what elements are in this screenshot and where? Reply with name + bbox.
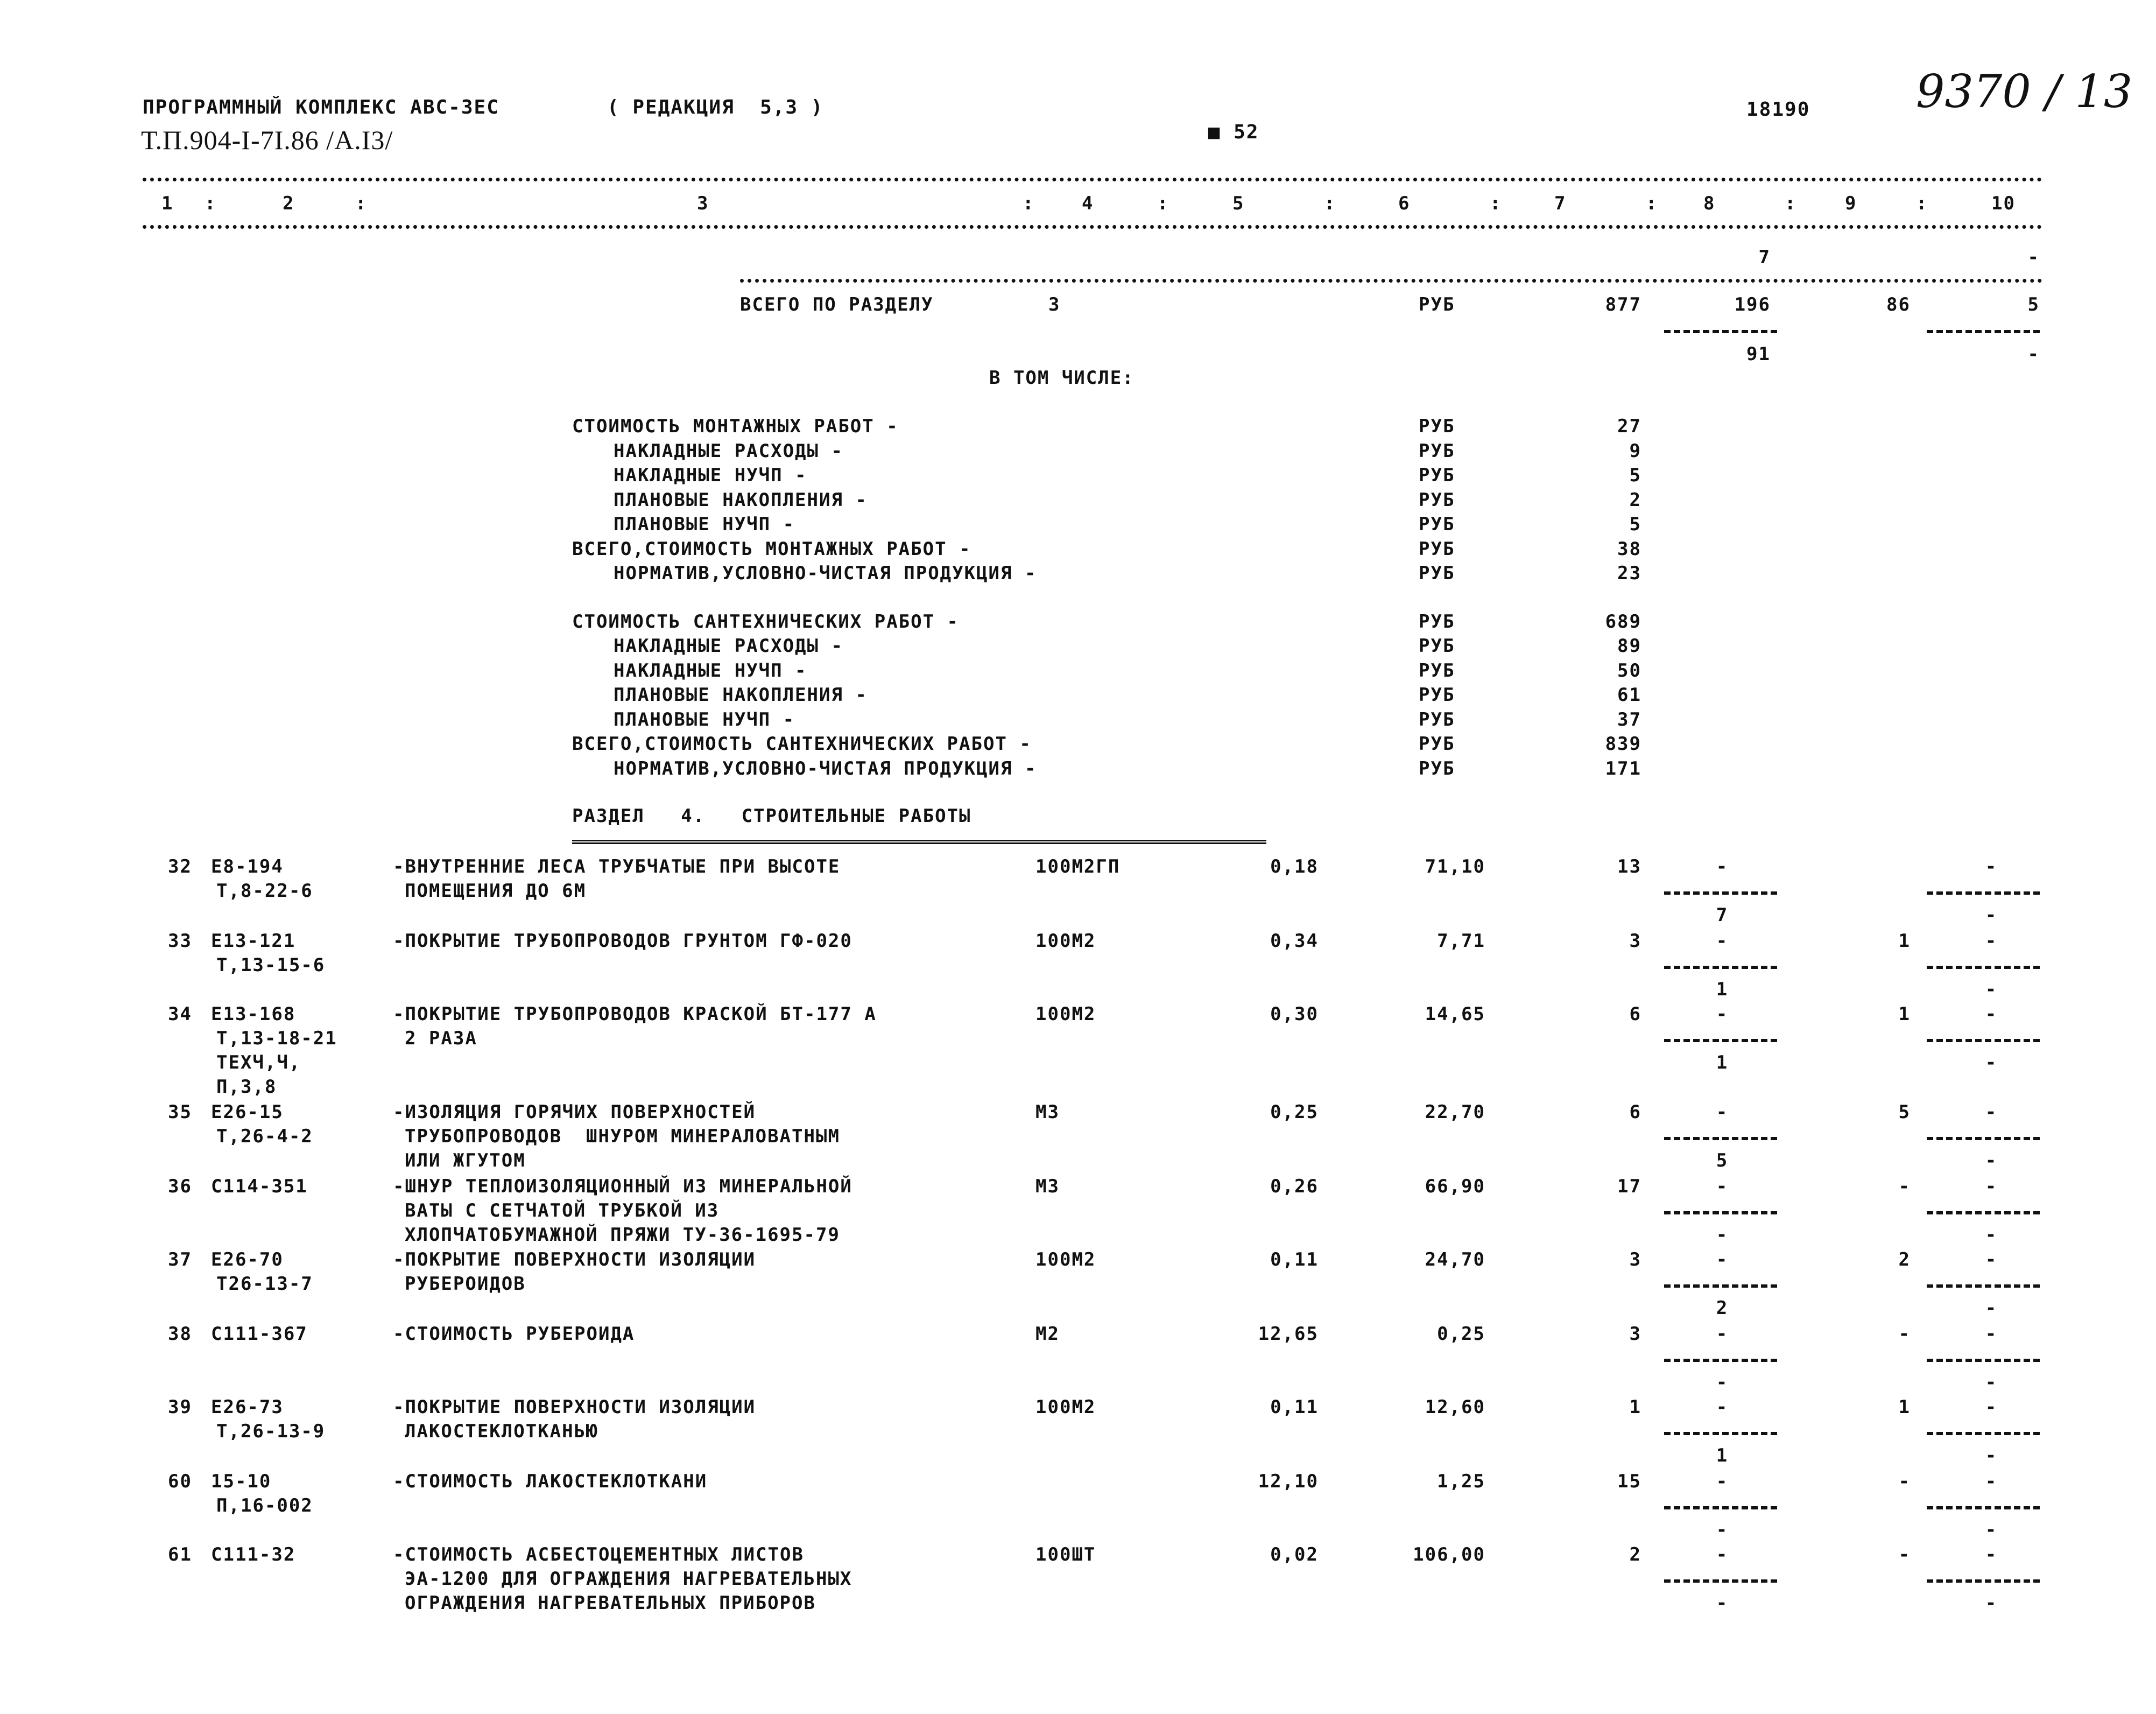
column-number: 5 xyxy=(1232,193,1245,214)
item-quantity: 0,02 xyxy=(1270,1544,1319,1565)
total-col8-divider xyxy=(1664,330,1777,333)
item-code: Т,26-13-9 xyxy=(216,1421,326,1442)
summary-label: НАКЛАДНЫЕ РАСХОДЫ - xyxy=(614,440,843,462)
item-description: -ПОКРЫТИЕ ПОВЕРХНОСТИ ИЗОЛЯЦИИ xyxy=(393,1396,756,1418)
item-col8-bottom: 1 xyxy=(1716,1445,1729,1466)
item-col8-bottom: - xyxy=(1716,1224,1729,1246)
summary-label: НОРМАТИВ,УСЛОВНО-ЧИСТАЯ ПРОДУКЦИЯ - xyxy=(614,563,1037,584)
item-description: ВАТЫ С СЕТЧАТОЙ ТРУБКОЙ ИЗ xyxy=(405,1200,720,1221)
item-code: С111-32 xyxy=(211,1544,296,1565)
item-col8-divider xyxy=(1664,1432,1777,1435)
item-col7: 6 xyxy=(1629,1003,1641,1025)
item-col10-top: - xyxy=(1985,1176,1998,1197)
item-col9: - xyxy=(1898,1544,1911,1565)
item-col8-top: - xyxy=(1716,1101,1729,1123)
column-separator: : xyxy=(1490,193,1502,214)
column-separator: : xyxy=(205,193,217,214)
summary-value: 38 xyxy=(1617,538,1641,560)
total-col10-divider xyxy=(1927,330,2040,333)
item-unit-price: 71,10 xyxy=(1425,856,1485,877)
item-unit: 100М2 xyxy=(1035,1249,1096,1270)
summary-unit: РУБ xyxy=(1419,757,1455,779)
item-col8-divider xyxy=(1664,1039,1777,1042)
item-col8-top: - xyxy=(1716,1003,1729,1025)
item-unit-price: 22,70 xyxy=(1425,1101,1485,1123)
item-col8-bottom: 2 xyxy=(1716,1297,1729,1319)
summary-value: 9 xyxy=(1629,440,1641,462)
column-separator: : xyxy=(355,193,368,214)
item-description: 2 РАЗА xyxy=(405,1028,477,1049)
summary-value: 89 xyxy=(1617,635,1641,657)
total-rule xyxy=(740,279,2042,283)
item-code: Е26-73 xyxy=(211,1396,284,1418)
item-col10-top: - xyxy=(1985,1544,1998,1565)
item-col10-bottom: - xyxy=(1985,1297,1998,1319)
total-col8-bottom: 91 xyxy=(1746,343,1771,365)
item-col7: 2 xyxy=(1629,1544,1641,1565)
item-col10-divider xyxy=(1927,1359,2040,1362)
item-code: П,3,8 xyxy=(216,1076,277,1098)
item-col8-divider xyxy=(1664,1137,1777,1140)
column-separator: : xyxy=(1916,193,1928,214)
doc-reference: Т.П.904-I-7I.86 /А.I3/ xyxy=(141,125,393,155)
item-number: 38 xyxy=(168,1323,192,1345)
item-number: 39 xyxy=(168,1396,192,1418)
item-number: 60 xyxy=(168,1471,192,1492)
column-separator: : xyxy=(1785,193,1797,214)
summary-unit: РУБ xyxy=(1419,489,1455,511)
item-description: РУБЕРОИДОВ xyxy=(405,1273,526,1295)
item-col9: 1 xyxy=(1898,1396,1911,1418)
summary-unit: РУБ xyxy=(1419,659,1455,682)
summary-unit: РУБ xyxy=(1419,440,1455,462)
column-number: 2 xyxy=(283,193,295,214)
item-description: ПОМЕЩЕНИЯ ДО 6М xyxy=(405,880,587,902)
item-col10-bottom: - xyxy=(1985,1150,1998,1171)
item-description: -СТОИМОСТЬ АСБЕСТОЦЕМЕНТНЫХ ЛИСТОВ xyxy=(393,1544,804,1565)
item-quantity: 0,11 xyxy=(1270,1249,1319,1270)
item-col8-divider xyxy=(1664,891,1777,895)
item-col8-divider xyxy=(1664,1284,1777,1288)
item-description: -СТОИМОСТЬ РУБЕРОИДА xyxy=(393,1323,635,1345)
summary-value: 171 xyxy=(1605,757,1641,779)
item-col8-bottom: 7 xyxy=(1716,904,1729,926)
total-label: ВСЕГО ПО РАЗДЕЛУ xyxy=(740,294,934,315)
item-quantity: 12,10 xyxy=(1258,1471,1319,1492)
column-number: 6 xyxy=(1398,193,1411,214)
summary-value: 5 xyxy=(1629,514,1641,535)
item-col9: - xyxy=(1898,1471,1911,1492)
section-title: РАЗДЕЛ 4. СТРОИТЕЛЬНЫЕ РАБОТЫ xyxy=(572,805,971,827)
item-description: -ШНУР ТЕПЛОИЗОЛЯЦИОННЫЙ ИЗ МИНЕРАЛЬНОЙ xyxy=(393,1176,852,1197)
item-unit: 100М2 xyxy=(1035,930,1096,952)
item-description: -ПОКРЫТИЕ ТРУБОПРОВОДОВ КРАСКОЙ БТ-177 А xyxy=(393,1003,877,1025)
item-col8-top: - xyxy=(1716,1249,1729,1270)
summary-unit: РУБ xyxy=(1419,610,1455,633)
item-quantity: 0,11 xyxy=(1270,1396,1319,1418)
item-col8-top: - xyxy=(1716,1396,1729,1418)
total-col9: 86 xyxy=(1886,294,1911,315)
item-quantity: 0,25 xyxy=(1270,1101,1319,1123)
program-title: ПРОГРАММНЫЙ КОМПЛЕКС АВС-ЗЕС xyxy=(143,96,499,118)
summary-unit: РУБ xyxy=(1419,563,1455,584)
item-col10-divider xyxy=(1927,891,2040,895)
item-code: Е13-168 xyxy=(211,1003,296,1025)
item-col8-divider xyxy=(1664,966,1777,969)
summary-unit: РУБ xyxy=(1419,708,1455,730)
item-col8-bottom: - xyxy=(1716,1519,1729,1541)
item-col10-divider xyxy=(1927,1284,2040,1288)
column-number: 9 xyxy=(1845,193,1857,214)
column-number: 4 xyxy=(1082,193,1094,214)
item-number: 33 xyxy=(168,930,192,952)
item-number: 61 xyxy=(168,1544,192,1565)
summary-label: НАКЛАДНЫЕ НУЧП - xyxy=(614,659,807,682)
item-col8-divider xyxy=(1664,1506,1777,1509)
item-number: 34 xyxy=(168,1003,192,1025)
item-code: 15-10 xyxy=(211,1471,272,1492)
item-col8-top: - xyxy=(1716,1323,1729,1345)
item-unit: М3 xyxy=(1035,1176,1060,1197)
item-code: Т,13-18-21 xyxy=(216,1028,337,1049)
item-number: 37 xyxy=(168,1249,192,1270)
summary-unit: РУБ xyxy=(1419,465,1455,486)
summary-unit: РУБ xyxy=(1419,684,1455,706)
summary-label: НОРМАТИВ,УСЛОВНО-ЧИСТАЯ ПРОДУКЦИЯ - xyxy=(614,757,1037,779)
header-rule-top xyxy=(143,178,2042,181)
pre-col10: - xyxy=(2027,247,2040,268)
item-code: С111-367 xyxy=(211,1323,308,1345)
item-col8-top: - xyxy=(1716,856,1729,877)
item-col8-bottom: 1 xyxy=(1716,1052,1729,1073)
column-number: 3 xyxy=(697,193,709,214)
item-col8-top: - xyxy=(1716,1176,1729,1197)
item-col9: - xyxy=(1898,1323,1911,1345)
item-description: -ВНУТРЕННИЕ ЛЕСА ТРУБЧАТЫЕ ПРИ ВЫСОТЕ xyxy=(393,856,841,877)
item-number: 35 xyxy=(168,1101,192,1123)
summary-value: 5 xyxy=(1629,465,1641,486)
summary-value: 839 xyxy=(1605,733,1641,755)
item-col8-bottom: - xyxy=(1716,1372,1729,1393)
item-col8-bottom: 5 xyxy=(1716,1150,1729,1171)
including-label: В ТОМ ЧИСЛЕ: xyxy=(989,367,1135,389)
summary-value: 37 xyxy=(1617,708,1641,730)
summary-label: ПЛАНОВЫЕ НУЧП - xyxy=(614,514,795,535)
item-number: 32 xyxy=(168,856,192,877)
item-unit-price: 7,71 xyxy=(1437,930,1485,952)
item-col10-bottom: - xyxy=(1985,1445,1998,1466)
summary-value: 23 xyxy=(1617,563,1641,584)
item-col10-divider xyxy=(1927,1211,2040,1214)
item-col10-top: - xyxy=(1985,1323,1998,1345)
column-number: 7 xyxy=(1554,193,1567,214)
summary-label: НАКЛАДНЫЕ НУЧП - xyxy=(614,465,807,486)
summary-unit: РУБ xyxy=(1419,635,1455,657)
summary-unit: РУБ xyxy=(1419,514,1455,535)
item-description: -ИЗОЛЯЦИЯ ГОРЯЧИХ ПОВЕРХНОСТЕЙ xyxy=(393,1101,756,1123)
summary-value: 61 xyxy=(1617,684,1641,706)
total-unit: РУБ xyxy=(1419,294,1455,315)
summary-label: ВСЕГО,СТОИМОСТЬ МОНТАЖНЫХ РАБОТ - xyxy=(572,538,971,560)
item-description: ЛАКОСТЕКЛОТКАНЬЮ xyxy=(405,1421,598,1442)
item-unit-price: 24,70 xyxy=(1425,1249,1485,1270)
item-quantity: 0,34 xyxy=(1270,930,1319,952)
item-col7: 3 xyxy=(1629,1323,1641,1345)
item-col10-top: - xyxy=(1985,1249,1998,1270)
item-col7: 3 xyxy=(1629,930,1641,952)
item-unit-price: 12,60 xyxy=(1425,1396,1485,1418)
item-number: 36 xyxy=(168,1176,192,1197)
item-col7: 17 xyxy=(1617,1176,1641,1197)
item-col10-top: - xyxy=(1985,1003,1998,1025)
item-col10-bottom: - xyxy=(1985,1372,1998,1393)
item-col10-bottom: - xyxy=(1985,904,1998,926)
summary-label: НАКЛАДНЫЕ РАСХОДЫ - xyxy=(614,635,843,657)
item-col9: 1 xyxy=(1898,1003,1911,1025)
item-col10-top: - xyxy=(1985,930,1998,952)
summary-label: ВСЕГО,СТОИМОСТЬ САНТЕХНИЧЕСКИХ РАБОТ - xyxy=(572,733,1032,755)
item-col10-bottom: - xyxy=(1985,979,1998,1000)
section-title-underline xyxy=(572,840,1266,844)
column-separator: : xyxy=(1646,193,1658,214)
column-separator: : xyxy=(1324,193,1336,214)
item-description: -ПОКРЫТИЕ ТРУБОПРОВОДОВ ГРУНТОМ ГФ-020 xyxy=(393,930,852,952)
total-col10-bottom: - xyxy=(2027,343,2040,365)
summary-label: ПЛАНОВЫЕ НУЧП - xyxy=(614,708,795,730)
item-quantity: 0,18 xyxy=(1270,856,1319,877)
item-description: -СТОИМОСТЬ ЛАКОСТЕКЛОТКАНИ xyxy=(393,1471,708,1492)
item-col8-bottom: 1 xyxy=(1716,979,1729,1000)
edition-label: ( РЕДАКЦИЯ 5,3 ) xyxy=(607,96,824,118)
item-col9: 5 xyxy=(1898,1101,1911,1123)
item-col7: 13 xyxy=(1617,856,1641,877)
item-code: Е26-70 xyxy=(211,1249,284,1270)
item-unit: 100ШТ xyxy=(1035,1544,1096,1565)
document-code: 18190 xyxy=(1746,99,1810,121)
summary-label: СТОИМОСТЬ МОНТАЖНЫХ РАБОТ - xyxy=(572,416,899,437)
item-col10-divider xyxy=(1927,1039,2040,1042)
item-code: ТЕХЧ,Ч, xyxy=(216,1052,301,1073)
item-col10-bottom: - xyxy=(1985,1224,1998,1246)
item-unit: 100М2 xyxy=(1035,1003,1096,1025)
item-code: С114-351 xyxy=(211,1176,308,1197)
summary-value: 689 xyxy=(1605,610,1641,633)
summary-value: 27 xyxy=(1617,416,1641,437)
item-description: ХЛОПЧАТОБУМАЖНОЙ ПРЯЖИ ТУ-36-1695-79 xyxy=(405,1224,840,1246)
item-description: ЭА-1200 ДЛЯ ОГРАЖДЕНИЯ НАГРЕВАТЕЛЬНЫХ xyxy=(405,1568,852,1590)
column-number: 10 xyxy=(1991,193,2016,214)
item-unit: М3 xyxy=(1035,1101,1060,1123)
item-code: Т26-13-7 xyxy=(216,1273,313,1295)
item-unit-price: 14,65 xyxy=(1425,1003,1485,1025)
summary-value: 50 xyxy=(1617,659,1641,682)
summary-unit: РУБ xyxy=(1419,733,1455,755)
item-col8-divider xyxy=(1664,1211,1777,1214)
item-unit-price: 106,00 xyxy=(1413,1544,1485,1565)
item-col10-bottom: - xyxy=(1985,1052,1998,1073)
item-col10-bottom: - xyxy=(1985,1592,1998,1614)
item-quantity: 0,30 xyxy=(1270,1003,1319,1025)
item-col10-divider xyxy=(1927,966,2040,969)
item-col8-divider xyxy=(1664,1579,1777,1583)
item-unit: 100М2 xyxy=(1035,1396,1096,1418)
item-col10-bottom: - xyxy=(1985,1519,1998,1541)
summary-value: 2 xyxy=(1629,489,1641,511)
item-description: -ПОКРЫТИЕ ПОВЕРХНОСТИ ИЗОЛЯЦИИ xyxy=(393,1249,756,1270)
item-col9: - xyxy=(1898,1176,1911,1197)
page-number-mark: ■ xyxy=(1208,121,1234,143)
summary-unit: РУБ xyxy=(1419,538,1455,560)
item-col7: 1 xyxy=(1629,1396,1641,1418)
total-col10-top: 5 xyxy=(2027,294,2040,315)
page-number xyxy=(1157,97,1259,168)
summary-label: СТОИМОСТЬ САНТЕХНИЧЕСКИХ РАБОТ - xyxy=(572,610,960,633)
handwritten-sheet-number: 9370 / 13 xyxy=(1916,65,2133,118)
item-col8-top: - xyxy=(1716,930,1729,952)
column-number: 1 xyxy=(161,193,174,214)
item-quantity: 0,26 xyxy=(1270,1176,1319,1197)
item-col7: 3 xyxy=(1629,1249,1641,1270)
item-code: П,16-002 xyxy=(216,1495,313,1516)
item-col10-divider xyxy=(1927,1432,2040,1435)
item-col7: 6 xyxy=(1629,1101,1641,1123)
item-col10-top: - xyxy=(1985,856,1998,877)
summary-unit: РУБ xyxy=(1419,416,1455,437)
item-col10-top: - xyxy=(1985,1396,1998,1418)
item-unit-price: 66,90 xyxy=(1425,1176,1485,1197)
item-col8-top: - xyxy=(1716,1544,1729,1565)
item-col10-divider xyxy=(1927,1137,2040,1140)
item-description: ИЛИ ЖГУТОМ xyxy=(405,1150,526,1171)
pre-col8: 7 xyxy=(1758,247,1771,268)
total-section: 3 xyxy=(1048,294,1061,315)
column-separator: : xyxy=(1157,193,1169,214)
item-unit: М2 xyxy=(1035,1323,1060,1345)
column-number: 8 xyxy=(1703,193,1716,214)
item-col8-top: - xyxy=(1716,1471,1729,1492)
item-col8-bottom: - xyxy=(1716,1592,1729,1614)
item-description: ОГРАЖДЕНИЯ НАГРЕВАТЕЛЬНЫХ ПРИБОРОВ xyxy=(405,1592,816,1614)
item-col8-divider xyxy=(1664,1359,1777,1362)
item-description: ТРУБОПРОВОДОВ ШНУРОМ МИНЕРАЛОВАТНЫМ xyxy=(405,1126,840,1147)
item-col10-top: - xyxy=(1985,1471,1998,1492)
header-rule-bottom xyxy=(143,225,2042,229)
page-number-value: 52 xyxy=(1234,121,1259,143)
item-code: Т,8-22-6 xyxy=(216,880,313,902)
item-col10-divider xyxy=(1927,1579,2040,1583)
item-code: Е26-15 xyxy=(211,1101,284,1123)
total-col8-top: 196 xyxy=(1734,294,1771,315)
summary-label: ПЛАНОВЫЕ НАКОПЛЕНИЯ - xyxy=(614,684,868,706)
item-col7: 15 xyxy=(1617,1471,1641,1492)
item-col10-divider xyxy=(1927,1506,2040,1509)
total-col7: 877 xyxy=(1605,294,1641,315)
item-code: Т,26-4-2 xyxy=(216,1126,313,1147)
item-col9: 2 xyxy=(1898,1249,1911,1270)
item-code: Т,13-15-6 xyxy=(216,954,326,976)
item-code: Е8-194 xyxy=(211,856,284,877)
item-unit-price: 0,25 xyxy=(1437,1323,1485,1345)
summary-label: ПЛАНОВЫЕ НАКОПЛЕНИЯ - xyxy=(614,489,868,511)
item-code: Е13-121 xyxy=(211,930,296,952)
item-unit-price: 1,25 xyxy=(1437,1471,1485,1492)
item-col10-top: - xyxy=(1985,1101,1998,1123)
column-separator: : xyxy=(1023,193,1035,214)
item-quantity: 12,65 xyxy=(1258,1323,1319,1345)
item-unit: 100М2ГП xyxy=(1035,856,1121,877)
item-col9: 1 xyxy=(1898,930,1911,952)
